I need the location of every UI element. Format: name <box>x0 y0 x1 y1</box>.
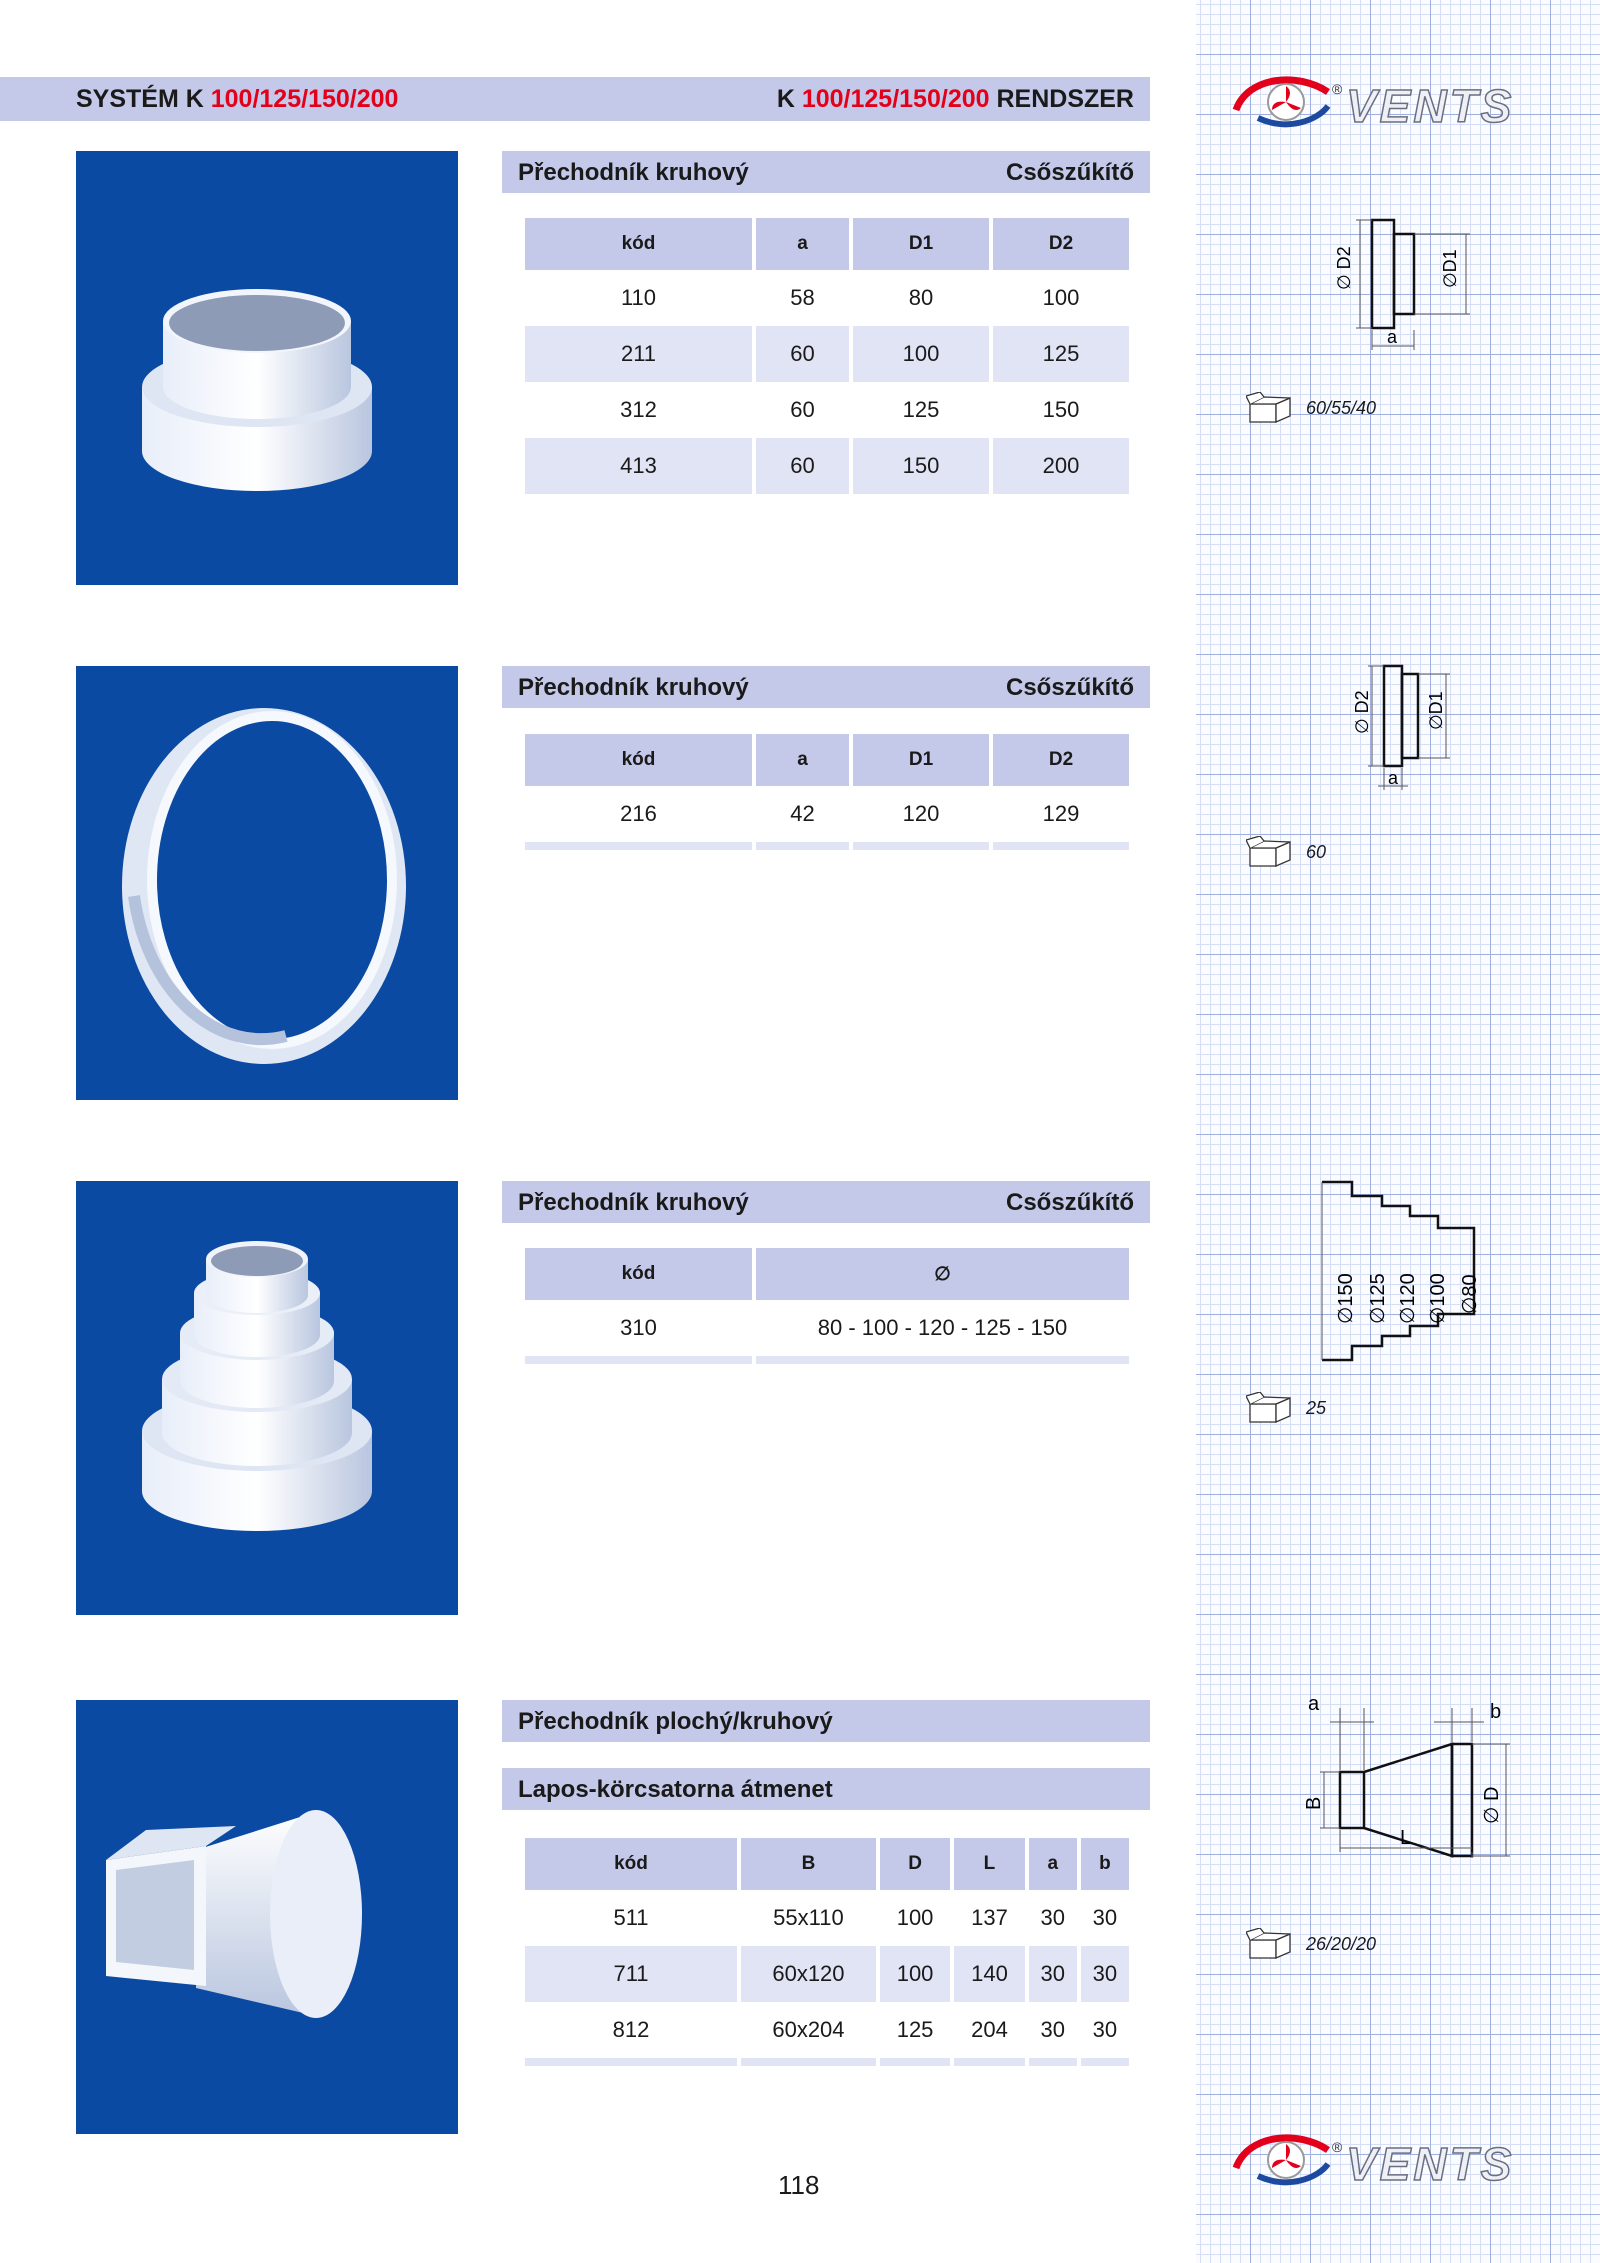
product-4-technical-drawing <box>1284 1692 1524 1862</box>
product-photo-ring-reducer <box>76 666 458 1100</box>
product-1-spec-table: kód a D1 D2 110 58 80 100 211 60 100 125 312 60 125 150 413 60 150 200 <box>521 218 1133 494</box>
svg-text:∅D1: ∅D1 <box>1426 691 1446 730</box>
svg-text:∅120: ∅120 <box>1397 1273 1419 1324</box>
product-2-packaging: 60 <box>1246 836 1326 868</box>
product-4-packaging: 26/20/20 <box>1246 1928 1376 1960</box>
product-photo-reducer <box>76 151 458 585</box>
product-3-title-bar: Přechodník kruhový Csőszűkítő <box>502 1181 1150 1223</box>
svg-text:∅125: ∅125 <box>1367 1273 1389 1324</box>
product-4-spec-table: kód B D L a b 511 55x110 100 137 30 30 711 60x120 100 140 30 30 812 60x204 125 204 30 30 <box>521 1838 1133 2066</box>
table-row: 310 80 - 100 - 120 - 125 - 150 <box>620 1315 1068 1340</box>
box-icon <box>1246 1392 1302 1424</box>
page-number: 118 <box>778 2170 820 2200</box>
svg-text:®: ® <box>1332 2139 1343 2155</box>
product-3-technical-drawing <box>1290 1176 1490 1366</box>
svg-text:B: B <box>1303 1796 1325 1810</box>
product-2-technical-drawing <box>1330 660 1470 800</box>
product-photo-flat-round-adapter <box>76 1700 458 2134</box>
header-title-right: K 100/125/150/200 RENDSZER <box>776 85 1134 113</box>
vents-logo-top <box>1228 72 1568 132</box>
table-row: 211 60 100 125 <box>525 326 1129 382</box>
product-photo-multi-step-reducer <box>76 1181 458 1615</box>
table-row: 711 60x120 100 140 30 30 <box>525 1946 1129 2002</box>
svg-text:∅D1: ∅D1 <box>1440 249 1460 288</box>
svg-text:®: ® <box>1332 81 1343 97</box>
box-icon <box>1246 1928 1302 1960</box>
svg-text:∅150: ∅150 <box>1335 1273 1357 1324</box>
product-2-spec-table: kód a D1 D2 216 42 120 129 <box>521 734 1133 850</box>
svg-text:L: L <box>1400 1827 1412 1849</box>
table-row: 216 42 120 129 <box>620 801 1080 826</box>
svg-text:b: b <box>1490 1701 1502 1723</box>
product-1-packaging: 60/55/40 <box>1246 392 1376 424</box>
table-row: 110 58 80 100 <box>620 285 1080 310</box>
table-row: 312 60 125 150 <box>620 397 1080 422</box>
vents-logo-bottom <box>1228 2130 1568 2190</box>
svg-text:a: a <box>1308 1693 1320 1715</box>
box-icon <box>1246 836 1302 868</box>
svg-text:∅ D2: ∅ D2 <box>1352 690 1372 734</box>
svg-text:a: a <box>1388 768 1399 788</box>
svg-text:∅ D2: ∅ D2 <box>1334 246 1354 290</box>
svg-text:VENTS: VENTS <box>1346 2138 1515 2190</box>
svg-text:∅80: ∅80 <box>1459 1274 1481 1314</box>
page-header <box>0 77 1150 121</box>
product-3-spec-table: kód ∅ 310 80 - 100 - 120 - 125 - 150 <box>521 1248 1133 1364</box>
product-4-subtitle-bar: Lapos-körcsatorna átmenet <box>502 1768 1150 1810</box>
product-1-technical-drawing <box>1320 210 1480 360</box>
product-4-title-bar: Přechodník plochý/kruhový <box>502 1700 1150 1742</box>
svg-text:∅100: ∅100 <box>1427 1273 1449 1324</box>
header-title-left: SYSTÉM K 100/125/150/200 <box>76 85 399 113</box>
svg-text:VENTS: VENTS <box>1346 80 1515 132</box>
table-row: 511 55x110 100 137 30 30 <box>613 1905 1118 1930</box>
svg-text:∅ D: ∅ D <box>1481 1786 1503 1824</box>
table-row: 812 60x204 125 204 30 30 <box>612 2017 1118 2042</box>
product-2-title-bar: Přechodník kruhový Csőszűkítő <box>502 666 1150 708</box>
product-3-packaging: 25 <box>1246 1392 1326 1424</box>
table-row: 413 60 150 200 <box>525 438 1129 494</box>
svg-text:a: a <box>1387 327 1398 347</box>
product-1-title-bar: Přechodník kruhový Csőszűkítő <box>502 151 1150 193</box>
box-icon <box>1246 392 1302 424</box>
